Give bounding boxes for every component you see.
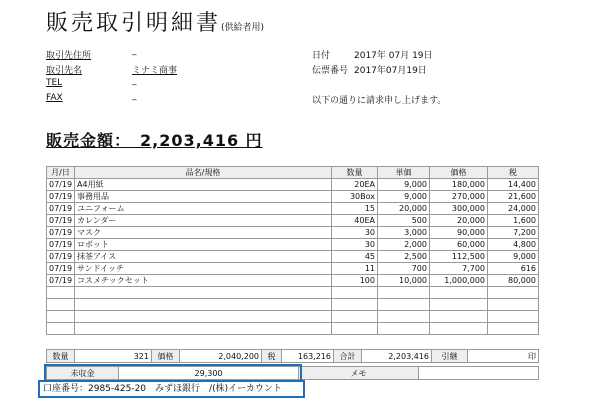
tel-label: TEL xyxy=(46,78,63,88)
table-cell xyxy=(75,299,332,311)
table-cell: 4,800 xyxy=(488,239,539,251)
table-cell: 80,000 xyxy=(488,275,539,287)
table-cell: 60,000 xyxy=(430,239,488,251)
table-cell: ユニフォーム xyxy=(75,203,332,215)
table-cell xyxy=(488,311,539,323)
table-row xyxy=(47,263,539,275)
table-cell xyxy=(47,323,75,335)
address-label: 取引先住所 xyxy=(46,51,92,61)
table-cell: マスク xyxy=(75,227,332,239)
table-cell xyxy=(332,311,378,323)
table-cell: 07/19 xyxy=(47,203,75,215)
sales-amount: 販売金額： 2,203,416 円 xyxy=(46,131,263,150)
items-header-row xyxy=(47,167,539,179)
client-label: 取引先名 xyxy=(46,66,83,76)
table-cell: 20,000 xyxy=(378,203,430,215)
total-sum-value: 2,203,416 xyxy=(362,350,432,363)
table-row xyxy=(47,239,539,251)
table-cell: 7,700 xyxy=(430,263,488,275)
table-cell xyxy=(430,287,488,299)
table-cell: 1,000,000 xyxy=(430,275,488,287)
table-cell: 40EA xyxy=(332,215,378,227)
table-cell: 616 xyxy=(488,263,539,275)
table-cell: 112,500 xyxy=(430,251,488,263)
total-qty-label: 数量 xyxy=(47,350,75,363)
tel-value: _ xyxy=(132,76,137,86)
table-cell: 07/19 xyxy=(47,215,75,227)
table-row xyxy=(47,203,539,215)
table-cell xyxy=(332,299,378,311)
table-cell: 500 xyxy=(378,215,430,227)
col-tax: 税 xyxy=(488,167,539,179)
title-text: 販売取引明細書 xyxy=(46,11,222,36)
table-row xyxy=(47,215,539,227)
table-cell xyxy=(430,311,488,323)
table-cell xyxy=(488,299,539,311)
table-row xyxy=(47,179,539,191)
table-cell xyxy=(47,299,75,311)
col-date: 月/日 xyxy=(47,167,75,179)
table-cell xyxy=(378,287,430,299)
total-sum-label: 合計 xyxy=(334,350,362,363)
table-cell xyxy=(332,323,378,335)
memo-label: メモ xyxy=(299,367,419,380)
transfer-label: 引継 xyxy=(432,350,468,363)
table-row xyxy=(47,227,539,239)
table-cell xyxy=(430,323,488,335)
col-price: 価格 xyxy=(430,167,488,179)
totals-row xyxy=(46,349,539,363)
table-cell: 10,000 xyxy=(378,275,430,287)
slip-label: 伝票番号 xyxy=(312,66,349,76)
stamp: 印 xyxy=(468,350,539,363)
table-cell: サンドイッチ xyxy=(75,263,332,275)
total-qty-value: 321 xyxy=(75,350,152,363)
table-cell: 2,000 xyxy=(378,239,430,251)
table-cell: カレンダー xyxy=(75,215,332,227)
table-cell: 20EA xyxy=(332,179,378,191)
table-cell: 30 xyxy=(332,239,378,251)
table-cell: 20,000 xyxy=(430,215,488,227)
table-cell: A4用紙 xyxy=(75,179,332,191)
table-cell xyxy=(75,323,332,335)
table-cell: 270,000 xyxy=(430,191,488,203)
address-value: _ xyxy=(132,46,137,56)
unpaid-value: 29,300 xyxy=(119,367,299,380)
table-cell: 45 xyxy=(332,251,378,263)
table-cell xyxy=(75,287,332,299)
empty-row xyxy=(47,311,539,323)
total-price-label: 価格 xyxy=(152,350,180,363)
bank-info: 口座番号：2985-425-20 みずほ銀行 /(株)イーカウント xyxy=(38,380,305,398)
table-cell xyxy=(47,287,75,299)
col-item: 品名/規格 xyxy=(75,167,332,179)
table-row xyxy=(47,251,539,263)
empty-row xyxy=(47,299,539,311)
table-row xyxy=(47,275,539,287)
col-unit-price: 単価 xyxy=(378,167,430,179)
table-cell xyxy=(378,311,430,323)
table-cell: 11 xyxy=(332,263,378,275)
table-cell xyxy=(47,311,75,323)
table-cell: 抹茶アイス xyxy=(75,251,332,263)
table-cell: 700 xyxy=(378,263,430,275)
document-title xyxy=(46,6,264,37)
table-cell: 07/19 xyxy=(47,251,75,263)
table-cell xyxy=(488,287,539,299)
unpaid-label: 未収金 xyxy=(47,367,119,380)
table-cell: 15 xyxy=(332,203,378,215)
table-cell: 3,000 xyxy=(378,227,430,239)
date-value: 2017年 07月 19日 xyxy=(354,51,433,61)
request-text: 以下の通りに請求申し上げます。 xyxy=(312,96,447,106)
table-cell: 7,200 xyxy=(488,227,539,239)
table-cell xyxy=(75,311,332,323)
table-cell: 300,000 xyxy=(430,203,488,215)
table-cell: 07/19 xyxy=(47,275,75,287)
memo-value xyxy=(419,367,539,380)
table-cell xyxy=(430,299,488,311)
col-qty: 数量 xyxy=(332,167,378,179)
table-cell: 9,000 xyxy=(488,251,539,263)
table-cell: 100 xyxy=(332,275,378,287)
title-note: (供給者用) xyxy=(221,23,265,33)
table-cell: 2,500 xyxy=(378,251,430,263)
table-cell xyxy=(332,287,378,299)
client-value: ミナミ商事 xyxy=(132,66,178,76)
table-cell: 180,000 xyxy=(430,179,488,191)
empty-row xyxy=(47,323,539,335)
table-cell: 14,400 xyxy=(488,179,539,191)
empty-row xyxy=(47,287,539,299)
table-cell: 1,600 xyxy=(488,215,539,227)
table-cell: 07/19 xyxy=(47,179,75,191)
table-cell: 90,000 xyxy=(430,227,488,239)
table-cell: 30Box xyxy=(332,191,378,203)
table-cell: 30 xyxy=(332,227,378,239)
table-cell: 9,000 xyxy=(378,179,430,191)
table-cell: 07/19 xyxy=(47,191,75,203)
fax-label: FAX xyxy=(46,93,63,103)
total-price-value: 2,040,200 xyxy=(180,350,262,363)
date-label: 日付 xyxy=(312,51,331,61)
table-row xyxy=(47,191,539,203)
table-cell: 07/19 xyxy=(47,263,75,275)
items-table xyxy=(46,166,539,335)
table-cell: 07/19 xyxy=(47,227,75,239)
slip-value: 2017年07月19日 xyxy=(354,66,427,76)
total-tax-label: 税 xyxy=(262,350,282,363)
table-cell: コスメチックセット xyxy=(75,275,332,287)
table-cell xyxy=(378,299,430,311)
table-cell: 07/19 xyxy=(47,239,75,251)
table-cell: 24,000 xyxy=(488,203,539,215)
table-cell xyxy=(378,323,430,335)
fax-value: _ xyxy=(132,91,137,101)
table-cell: ロボット xyxy=(75,239,332,251)
table-cell: 21,600 xyxy=(488,191,539,203)
table-cell: 9,000 xyxy=(378,191,430,203)
total-tax-value: 163,216 xyxy=(282,350,334,363)
table-cell: 事務用品 xyxy=(75,191,332,203)
table-cell xyxy=(488,323,539,335)
